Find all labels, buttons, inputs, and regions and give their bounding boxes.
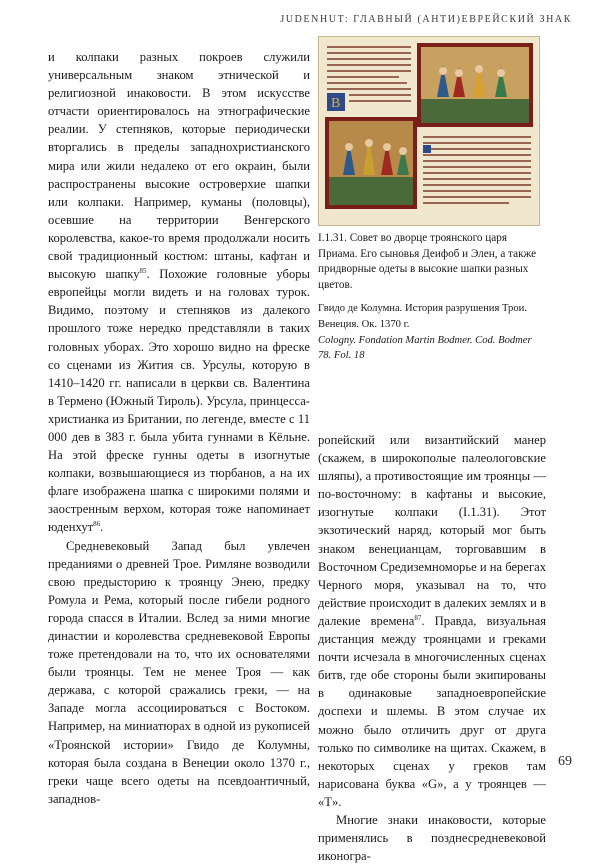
left-column — [48, 48, 310, 808]
svg-text:B: B — [331, 96, 341, 111]
footnote-ref[interactable]: 86 — [93, 520, 101, 529]
figure-caption — [318, 231, 546, 372]
paragraph: Многие знаки инаковости, которые применялись в позднесредневековой иконогра- — [318, 812, 546, 864]
right-column — [318, 431, 546, 865]
paragraph: ропейский или византийский манер (скажем, в широкополые палеологовские шляпы), а противостоящие им троянцы — по-восточному: в кафтаны и высокие, изогнутые колпаки (I.1.31). Этот экзотический наряд, который мог быть знаком венецианцам, торговавшим в Восточном Средиземноморье и на берегах Черного моря, указывал на то, что действие происходит в далеких землях и в далекие времена$^{87}$. Правда, визуальная дистанция между троянцами и греками почти исчезала в многочисленных сценах битв, где обе стороны были экипированы в одинаковые западноевропейские доспехи и шлемы. В этом случае их можно было отличить друг от друга только по символике на щитах. Скажем, в некоторых сценах у греков там нарисована буква «G», а у троянцев — «T». — [318, 433, 546, 809]
footnote-ref[interactable]: 87 — [414, 613, 422, 622]
footnote-ref[interactable]: 85 — [139, 266, 147, 275]
paragraph: и колпаки разных покроев служили универсальным знаком этнической и религиозной инаковости. В этом искусстве отчасти ориентировалось на этнографические реалии. У степняков, которые периодически вторгались в пределы западнохристианского мира или жили недалеко от его окраин, были распространены высокие островерхие шапки или колпаки. Например, куманы (половцы), осевшие на территории Венгерского королевства, какое-то время продолжали носить свой традиционный костюм: штаны, кафтан и высокую шапку$^{85}$. Похожие головные уборы европейцы могли видеть и на головах турок. Видимо, поэтому и степняков из далекого прошлого тоже нередко представляли в таких головных уборах. Это хорошо видно на фреске со сценами из Жития св. Урсулы, которую в 1410–1420 гг. написали в церкви св. Валентина в Термено (Южный Тироль). Урсула, принцесса-христианка из Британии, по легенде, вместе с 11 000 дев в 383 г. была убита гуннами в Кёльне. На этой фреске гунны одеты в изогнутые колпаки, возвышающиеся из тюрбанов, а на их флаге изображена шапка с широкими полями и заостренным верхом, которая тоже напоминает юденхут$^{86}$. — [48, 50, 310, 535]
manuscript-illustration — [318, 36, 540, 226]
caption-credit: Гвидо де Колумна. История разрушения Трои. Венеция. Ок. 1370 г. Cologny. Fondation Martin Bodmer. Cod. Bodmer 78. Fol. 18 — [318, 303, 532, 362]
page-number: 69 — [558, 754, 572, 769]
paragraph: Средневековый Запад был увлечен преданиями о древней Трое. Римляне возводили свою предысторию к троянцу Энею, предку Ромула и Рема, который после гибели родного города спасся в Италии. Вслед за ними многие династии и королевства средневековой Европы тоже претендовали на то, что их основателями были троянцы. Тем не менее Троя — как держава, с которой сражались греки, — на Западе могла ассоциироваться с Востоком. Например, на миниатюрах в одной из рукописей «Троянской истории» Гвидо де Колумны, которая была создана в Венеции около 1370 г., греки чаще всего одеты на псевдоантичный, западнов- — [48, 538, 310, 806]
caption-title: I.1.31. Совет во дворце троянского царя Приама. Его сыновья Деифоб и Элен, а также придворные одеты в высокие шапки разных цветов. — [318, 232, 537, 291]
running-header: JUDENHUT: ГЛАВНЫЙ (АНТИ)ЕВРЕЙСКИЙ ЗНАК — [280, 14, 572, 25]
